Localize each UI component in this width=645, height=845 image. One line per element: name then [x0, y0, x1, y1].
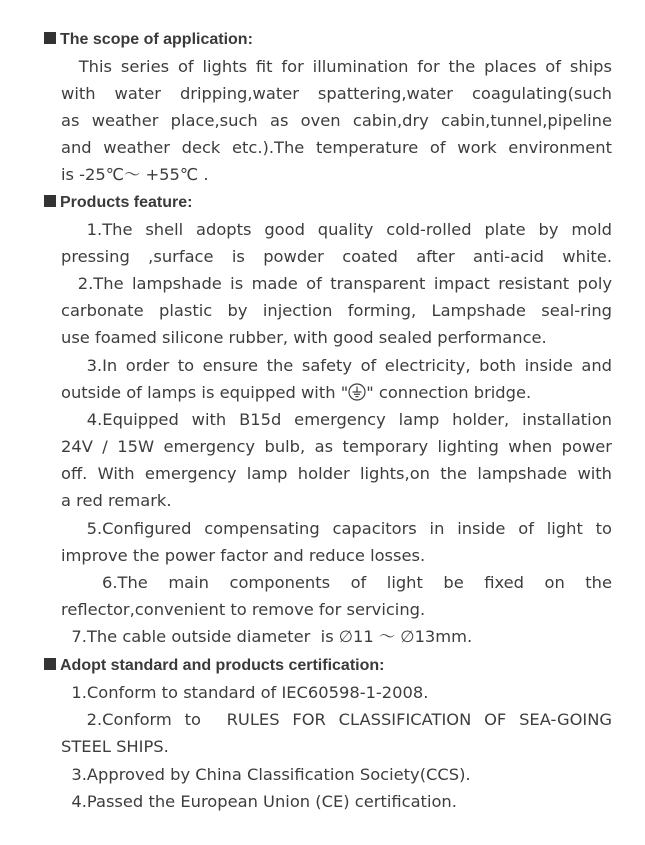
- standards-heading: [44, 657, 384, 675]
- standard-line-2: 2.Conform to RULES FOR CLASSIFICATION OF SEA-GOING: [61, 710, 612, 729]
- scope-line-3: as weather place,such as oven cabin,dry cabin,tunnel,pipeline: [61, 111, 612, 130]
- feature-line-9: off. With emergency lamp holder lights,on the lampshade with: [61, 464, 612, 483]
- scope-line-5: is -25℃～ +55℃ .: [61, 165, 209, 184]
- feature-line-8: 24V / 15W emergency bulb, as temporary lighting when power: [61, 437, 612, 456]
- feature-line-10: a red remark.: [61, 491, 172, 510]
- standard-line-1: 1.Conform to standard of IEC60598-1-2008.: [61, 683, 429, 702]
- features-heading: [44, 194, 192, 212]
- feature-line-14: reflector,convenient to remove for servicing.: [61, 600, 426, 619]
- scope-line-1: This series of lights fit for illumination for the places of ships: [61, 57, 612, 76]
- feature-line-7: 4.Equipped with B15d emergency lamp holder, installation: [61, 410, 612, 429]
- ground-line-suffix: " connection bridge.: [366, 383, 532, 402]
- square-bullet-icon: [44, 32, 56, 44]
- standards-heading-text: Adopt standard and products certification:: [60, 657, 385, 674]
- scope-heading-text: The scope of application:: [60, 31, 253, 48]
- standard-line-5: 4.Passed the European Union (CE) certification.: [61, 792, 457, 811]
- feature-line-5: use foamed silicone rubber, with good sealed performance.: [61, 328, 547, 347]
- scope-line-2: with water dripping,water spattering,water coagulating(such: [61, 84, 612, 103]
- features-heading-text: Products feature:: [60, 194, 193, 211]
- standard-line-3: STEEL SHIPS.: [61, 737, 169, 756]
- standard-line-4: 3.Approved by China Classification Society(CCS).: [61, 765, 471, 784]
- feature-line-4: carbonate plastic by injection forming, Lampshade seal-ring: [61, 301, 612, 320]
- feature-ground-line: [61, 382, 612, 407]
- scope-heading: [44, 31, 253, 49]
- feature-line-3: 2.The lampshade is made of transparent impact resistant poly: [61, 274, 612, 293]
- feature-line-11: 5.Configured compensating capacitors in inside of light to: [61, 519, 612, 538]
- scope-line-4: and weather deck etc.).The temperature of work environment: [61, 138, 612, 157]
- feature-line-2: pressing ,surface is powder coated after anti-acid white.: [61, 247, 612, 266]
- feature-line-13: 6.The main components of light be fixed on the: [61, 573, 612, 592]
- feature-line-6: 3.In order to ensure the safety of electricity, both inside and: [61, 356, 612, 375]
- feature-line-1: 1.The shell adopts good quality cold-rolled plate by mold: [61, 220, 612, 239]
- ground-symbol-icon: [348, 383, 366, 407]
- feature-line-12: improve the power factor and reduce losses.: [61, 546, 426, 565]
- square-bullet-icon: [44, 658, 56, 670]
- ground-line-prefix: outside of lamps is equipped with ": [61, 383, 349, 402]
- feature-line-15: 7.The cable outside diameter is ∅11 ～ ∅13mm.: [61, 627, 473, 646]
- square-bullet-icon: [44, 195, 56, 207]
